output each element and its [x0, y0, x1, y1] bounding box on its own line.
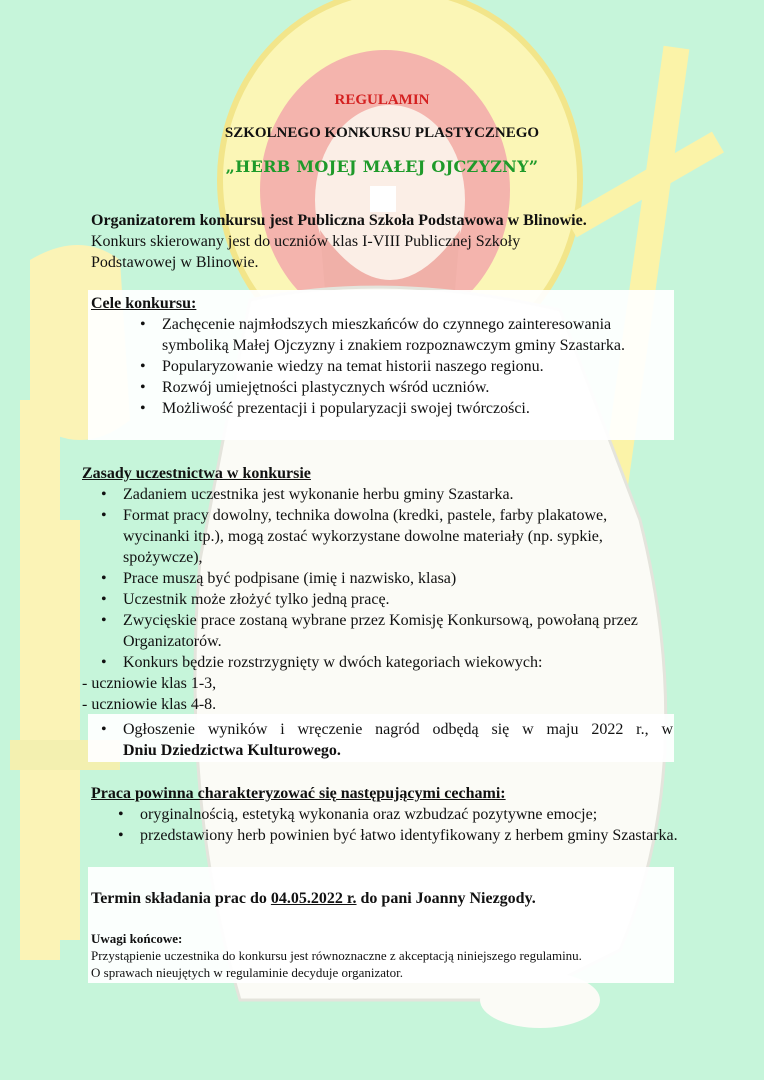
goal-item: • Zachęcenie najmłodszych mieszkańców do czynnego zainteresowania symboliką Małej Ojczyzny i znakiem rozpoznawczym gminy Szastarka. [140, 316, 625, 354]
contest-name: „HERB MOJEJ MAŁEJ OJCZYZNY” [225, 157, 539, 176]
results-event: Dniu Dziedzictwa Kulturowego. [123, 742, 341, 759]
age-category-1: - uczniowie klas 1-3, [82, 675, 217, 692]
bullet-icon: • [101, 721, 107, 738]
results-list [101, 719, 673, 761]
final-notes-heading: Uwagi końcowe: [91, 931, 183, 946]
goal-item: • Rozwój umiejętności plastycznych wśród uczniów. [140, 379, 490, 396]
features-heading: Praca powinna charakteryzować się następującymi cechami: [91, 785, 506, 802]
bullet-icon: • [140, 316, 146, 333]
goals-list [140, 314, 672, 419]
rule-item: • Konkurs będzie rozstrzygnięty w dwóch kategoriach wiekowych: [101, 654, 543, 671]
deadline-text: Termin składania prac do 04.05.2022 r. do pani Joanny Niezgody. [91, 890, 536, 907]
rule-item: • Format pracy dowolny, technika dowolna (kredki, pastele, farby plakatowe, wycinanki itp.), mogą zostać wykorzystane dowolne materiały (np. sypkie, spożywcze), [101, 507, 608, 566]
document-subtitle: SZKOLNEGO KONKURSU PLASTYCZNEGO [224, 125, 540, 141]
bullet-icon: • [140, 379, 146, 396]
results-section [101, 719, 673, 761]
features-list [118, 804, 680, 846]
white-marker [370, 186, 396, 212]
rule-item: • Prace muszą być podpisane (imię i nazwisko, klasa) [101, 570, 457, 587]
rules-heading: Zasady uczestnictwa w konkursie [82, 465, 311, 482]
goal-item: • Możliwość prezentacji i popularyzacji swojej twórczości. [140, 400, 530, 417]
bullet-icon: • [101, 612, 107, 629]
rules-section [82, 463, 682, 715]
rule-item: • Zwycięskie prace zostaną wybrane przez Komisję Konkursową, powołaną przez Organizatorów. [101, 612, 638, 650]
bullet-icon: • [140, 400, 146, 417]
rule-item: • Uczestnik może złożyć tylko jedną pracę. [101, 591, 390, 608]
goal-item: • Popularyzowanie wiedzy na temat historii naszego regionu. [140, 358, 544, 375]
rule-item [101, 719, 673, 761]
final-note-1: Przystąpienie uczestnika do konkursu jest równoznaczne z akceptacją niniejszego regulaminu. [91, 948, 582, 963]
results-text: Ogłoszenie wyników i wręczenie nagród odbędą się w maju 2022 r., w [123, 721, 673, 738]
bullet-icon: • [101, 507, 107, 524]
rule-item: • Zadaniem uczestnika jest wykonanie herbu gminy Szastarka. [101, 486, 514, 503]
final-note-2: O sprawach nieujętych w regulaminie decyduje organizator. [91, 965, 404, 980]
bullet-icon: • [101, 591, 107, 608]
document-title: REGULAMIN [334, 92, 430, 108]
deadline-date: 04.05.2022 r. [270, 890, 357, 907]
bullet-icon: • [140, 358, 146, 375]
rules-list [101, 484, 673, 673]
final-notes-section [91, 930, 681, 981]
audience-line-1: Konkurs skierowany jest do uczniów klas I-VIII Publicznej Szkoły [91, 233, 521, 250]
goals-heading: Cele konkursu: [91, 295, 197, 312]
organizer-text: Organizatorem konkursu jest Publiczna Szkoła Podstawowa w Blinowie. [91, 212, 587, 229]
goals-section [91, 293, 681, 419]
bullet-icon: • [118, 806, 124, 823]
bullet-icon: • [118, 827, 124, 844]
audience-line-2: Podstawowej w Blinowie. [91, 254, 259, 271]
feature-item: • przedstawiony herb powinien być łatwo identyfikowany z herbem gminy Szastarka. [118, 827, 678, 844]
feature-item: • oryginalnością, estetyką wykonania oraz wzbudzać pozytywne emocje; [118, 806, 598, 823]
bullet-icon: • [101, 654, 107, 671]
bullet-icon: • [101, 486, 107, 503]
intro-section [91, 210, 691, 273]
bullet-icon: • [101, 570, 107, 587]
features-section [91, 783, 681, 846]
age-category-2: - uczniowie klas 4-8. [82, 696, 217, 713]
